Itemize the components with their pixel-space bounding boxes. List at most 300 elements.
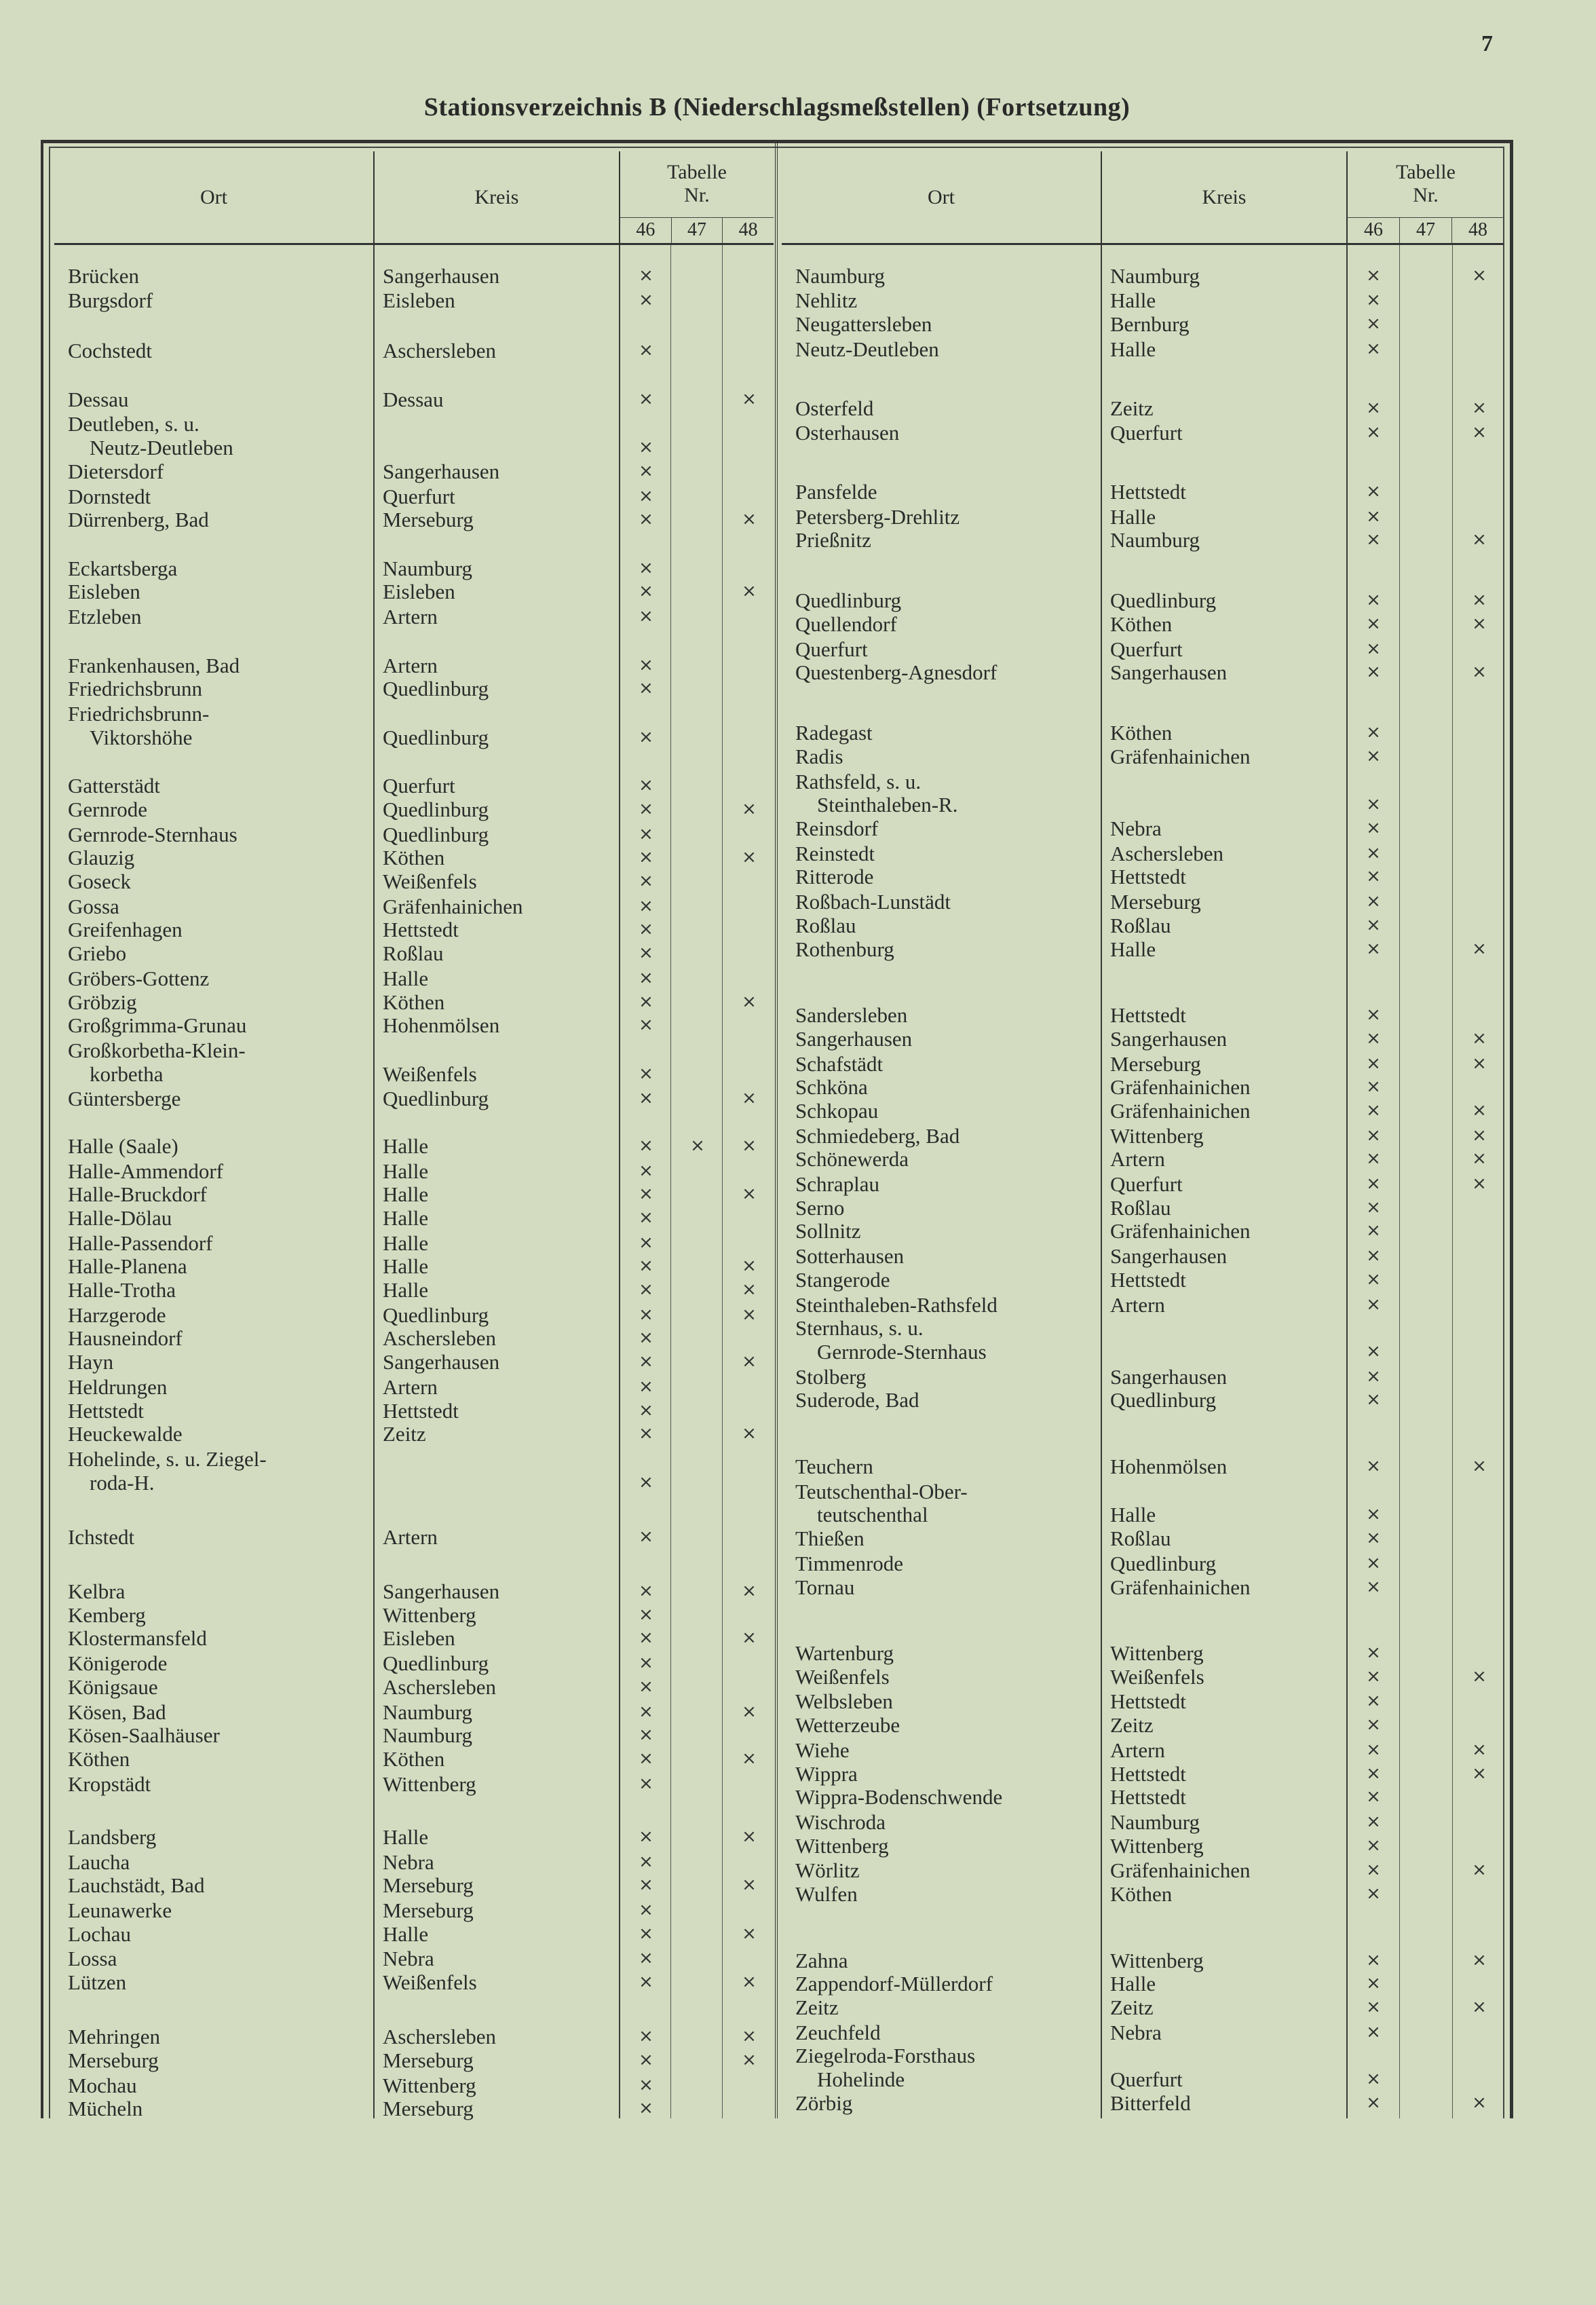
ort-cell: Merseburg [68, 2048, 159, 2072]
table-mark-46: × [639, 1351, 653, 1372]
table-row [68, 1375, 774, 1399]
table-row [795, 914, 1504, 937]
ort-cell: Stolberg [795, 1364, 867, 1389]
ort-cell: Kelbra [68, 1579, 126, 1603]
table-row [68, 1626, 774, 1650]
table-mark-46: × [1366, 1220, 1381, 1241]
table-mark-48: × [742, 798, 757, 819]
table-row [795, 637, 1504, 661]
table-mark-46: × [639, 485, 653, 506]
kreis-cell: Querfurt [383, 774, 455, 798]
table-mark-46: × [1366, 1763, 1381, 1784]
kreis-cell: Quedlinburg [1110, 588, 1217, 613]
ort-cell: Questenberg-Agnesdorf [795, 660, 998, 685]
ort-cell: Klostermansfeld [68, 1626, 207, 1651]
table-mark-48: × [742, 2049, 757, 2070]
kreis-cell: Weißenfels [1110, 1664, 1204, 1689]
ort-cell: Timmenrode [795, 1551, 904, 1575]
table-row [68, 1303, 774, 1327]
kreis-cell: Dessau [383, 387, 444, 411]
table-row [68, 1603, 774, 1627]
ort-cell: Sangerhausen [795, 1026, 913, 1051]
table-mark-48: × [1472, 1100, 1487, 1121]
table-row [795, 1388, 1504, 1412]
table-mark-46: × [1366, 1552, 1381, 1573]
table-row [795, 890, 1504, 914]
ort-cell: Radis [795, 744, 843, 768]
ort-cell: Wiehe [795, 1738, 850, 1762]
ort-cell: Gernrode-Sternhaus [68, 822, 238, 846]
ort-cell: Pansfelde [795, 480, 877, 504]
ort-cell: Heldrungen [68, 1374, 168, 1399]
ort-cell: Prießnitz [795, 528, 871, 552]
kreis-cell: Aschersleben [383, 339, 496, 363]
table-row [795, 817, 1504, 840]
table-mark-46: × [1366, 2092, 1381, 2113]
table-row [68, 1700, 774, 1724]
table-row [68, 1231, 774, 1255]
table-row [795, 588, 1504, 612]
header-nr-text: Nr. [684, 184, 710, 206]
ort-cell: Griebo [68, 941, 127, 966]
table-row [68, 557, 774, 580]
ort-cell: Reinstedt [795, 841, 875, 865]
ort-cell: Glauzig [68, 846, 135, 870]
ort-cell: Halle (Saale) [68, 1133, 178, 1158]
ort-cell: Eckartsberga [68, 556, 178, 580]
ort-cell: roda-H. [90, 1470, 155, 1495]
ort-cell: Halle-Trotha [68, 1278, 176, 1303]
table-mark-48: × [1472, 265, 1487, 286]
table-mark-46: × [639, 943, 653, 964]
table-mark-46: × [639, 2049, 653, 2070]
table-mark-46: × [639, 265, 653, 286]
table-mark-46: × [1366, 1691, 1381, 1712]
table-mark-46: × [1366, 891, 1381, 912]
table-row [68, 1772, 774, 1796]
table-row [68, 1399, 774, 1423]
ort-cell: Eisleben [68, 580, 140, 604]
kreis-cell: Roßlau [1110, 1195, 1171, 1220]
table-mark-48: × [742, 1279, 757, 1300]
table-mark-46: × [1366, 1504, 1381, 1525]
kreis-cell: Halle [383, 1824, 429, 1849]
page-number: 7 [1481, 31, 1493, 56]
kreis-cell: Roßlau [383, 941, 444, 966]
kreis-cell: Köthen [1110, 721, 1173, 745]
table-row [68, 436, 774, 460]
table-row [795, 1172, 1504, 1196]
kreis-cell: Sangerhausen [1110, 1026, 1228, 1051]
table-mark-46: × [1366, 722, 1381, 743]
table-mark-46: × [639, 557, 653, 578]
table-row [68, 990, 774, 1014]
table-mark-48: × [1472, 590, 1487, 611]
table-mark-46: × [1366, 1884, 1381, 1905]
kreis-cell: Hohenmölsen [1110, 1454, 1228, 1478]
table-mark-46: × [1366, 1973, 1381, 1994]
table-mark-48: × [742, 1135, 757, 1156]
ort-cell: Roßlau [795, 913, 856, 937]
kreis-cell: Halle [1110, 937, 1156, 961]
table-mark-48: × [742, 1088, 757, 1109]
ort-cell: Naumburg [795, 263, 886, 288]
table-mark-48: × [1472, 1455, 1487, 1476]
table-row [68, 941, 774, 965]
table-mark-46: × [1366, 1739, 1381, 1760]
table-row [68, 1159, 774, 1183]
table-mark-48: × [1472, 422, 1487, 443]
kreis-cell: Weißenfels [383, 1062, 477, 1086]
kreis-cell: Querfurt [1110, 1172, 1183, 1197]
ort-cell: Mücheln [68, 2097, 143, 2121]
table-row [68, 2097, 774, 2120]
ort-cell: Lützen [68, 1970, 127, 1995]
kreis-cell: Nebra [383, 1947, 434, 1971]
table-mark-46: × [1366, 2069, 1381, 2090]
header-ort: Ort [928, 185, 955, 208]
table-mark-48: × [742, 847, 757, 868]
table-mark-46: × [639, 1899, 653, 1920]
ort-cell: Lauchstädt, Bad [68, 1873, 205, 1898]
kreis-cell: Halle [383, 966, 429, 990]
kreis-cell: Naumburg [1110, 263, 1200, 288]
ort-cell: Deutleben, s. u. [68, 412, 200, 436]
table-mark-46: × [1366, 1835, 1381, 1856]
table-row [795, 2021, 1504, 2044]
table-row [795, 745, 1504, 768]
table-mark-48: × [742, 1184, 757, 1205]
table-row [795, 1641, 1504, 1665]
ort-cell: Greifenhagen [68, 918, 183, 942]
ort-cell: Dessau [68, 387, 129, 411]
table-mark-48: × [1472, 613, 1487, 634]
ort-cell: Quellendorf [795, 612, 897, 636]
header-tabelle [619, 151, 774, 243]
table-row [795, 1244, 1504, 1268]
ort-cell: Ziegelroda-Forsthaus [795, 2044, 976, 2068]
table-mark-48: × [1472, 1739, 1487, 1760]
header-num-47: 47 [671, 218, 723, 243]
table-mark-46: × [1366, 422, 1381, 443]
ort-cell: Ichstedt [68, 1524, 135, 1549]
kreis-cell: Halle [1110, 504, 1156, 529]
ort-cell: Brücken [68, 263, 140, 288]
table-row [68, 1947, 774, 1970]
ort-cell: Wischroda [795, 1810, 886, 1835]
table-row [68, 1350, 774, 1374]
kreis-cell: Naumburg [1110, 1810, 1200, 1835]
table-mark-46: × [639, 1773, 653, 1794]
kreis-cell: Halle [383, 1182, 429, 1207]
table-mark-46: × [639, 654, 653, 675]
kreis-cell: Aschersleben [1110, 841, 1223, 865]
ort-cell: Schönewerda [795, 1147, 909, 1172]
table-row [795, 1810, 1504, 1834]
table-mark-48: × [742, 581, 757, 602]
kreis-cell: Gräfenhainichen [1110, 744, 1251, 768]
ort-cell: Goseck [68, 869, 131, 893]
table-row [795, 312, 1504, 336]
table-mark-46: × [639, 1972, 653, 1993]
table-row [68, 1206, 774, 1230]
kreis-cell: Sangerhausen [1110, 1364, 1228, 1389]
table-row [795, 1124, 1504, 1148]
ort-cell: Wittenberg [795, 1833, 889, 1858]
ort-cell: Ritterode [795, 865, 874, 889]
ort-cell: Rothenburg [795, 937, 894, 961]
ort-cell: Wetterzeube [795, 1713, 900, 1738]
kreis-cell: Gräfenhainichen [1110, 1075, 1251, 1100]
table-row [795, 505, 1504, 529]
kreis-cell: Naumburg [383, 1700, 473, 1724]
table-row [795, 1365, 1504, 1389]
ort-cell: Dietersdorf [68, 459, 164, 483]
station-table [41, 140, 1513, 2121]
table-row [68, 1922, 774, 1946]
table-row [68, 1471, 774, 1495]
table-mark-46: × [639, 1423, 653, 1444]
table-row [68, 918, 774, 941]
kreis-cell: Roßlau [1110, 1526, 1171, 1551]
table-mark-48: × [1472, 1028, 1487, 1049]
table-mark-46: × [639, 1256, 653, 1277]
ort-cell: Weißenfels [795, 1664, 890, 1689]
ort-cell: Roßbach-Lunstädt [795, 890, 951, 914]
table-mark-46: × [639, 1184, 653, 1205]
kreis-cell: Halle [383, 1133, 429, 1158]
table-mark-46: × [1366, 1860, 1381, 1881]
kreis-cell: Naumburg [383, 1723, 473, 1748]
ort-cell: Kropstädt [68, 1772, 151, 1796]
header-num-46: 46 [1364, 219, 1383, 240]
table-header-right [782, 151, 1504, 245]
table-mark-46: × [1366, 1028, 1381, 1049]
ort-cell: Sternhaus, s. u. [795, 1316, 924, 1341]
kreis-cell: Merseburg [1110, 890, 1201, 914]
table-row [795, 1882, 1504, 1906]
kreis-cell: Merseburg [383, 1898, 474, 1922]
table-row [68, 1182, 774, 1206]
header-nr-text: Nr. [1413, 184, 1439, 206]
kreis-cell: Wittenberg [1110, 1123, 1204, 1148]
ort-cell: Sotterhausen [795, 1244, 905, 1269]
kreis-cell: Eisleben [383, 288, 455, 313]
ort-cell: Schafstädt [795, 1051, 884, 1076]
table-row [68, 702, 774, 726]
kreis-cell: Artern [383, 653, 438, 677]
table-mark-46: × [1366, 1576, 1381, 1597]
kreis-cell: Artern [383, 1524, 438, 1549]
ort-cell: Wippra [795, 1761, 858, 1786]
header-num-48: 48 [722, 218, 774, 243]
kreis-cell: Hettstedt [383, 918, 459, 942]
table-row [795, 1075, 1504, 1099]
table-mark-48: × [1472, 1053, 1487, 1074]
ort-cell: Nehlitz [795, 288, 858, 313]
table-mark-48: × [1472, 2092, 1487, 2113]
table-mark-46: × [639, 1376, 653, 1397]
ort-cell: Osterfeld [795, 396, 874, 420]
table-row [68, 1850, 774, 1874]
ort-cell: Reinsdorf [795, 816, 879, 840]
table-mark-46: × [639, 967, 653, 988]
table-row [795, 1219, 1504, 1243]
kreis-cell: Quedlinburg [383, 677, 489, 701]
table-mark-46: × [1366, 506, 1381, 527]
table-row [795, 288, 1504, 312]
table-mark-46: × [639, 775, 653, 796]
table-mark-46: × [639, 1581, 653, 1601]
ort-cell: Welbsleben [795, 1689, 893, 1714]
kreis-cell: Köthen [1110, 612, 1173, 636]
table-row [68, 967, 774, 990]
table-mark-48: × [1472, 938, 1487, 959]
kreis-cell: Wittenberg [1110, 1948, 1204, 1972]
table-row [795, 1738, 1504, 1762]
table-mark-46: × [639, 1232, 653, 1253]
kreis-cell: Bernburg [1110, 312, 1190, 337]
table-mark-46: × [639, 388, 653, 409]
table-mark-48: × [1472, 1763, 1487, 1784]
table-row [795, 480, 1504, 504]
table-mark-46: × [1366, 1294, 1381, 1315]
ort-cell: Dornstedt [68, 484, 151, 508]
table-right-half [782, 151, 1504, 2118]
table-mark-46: × [639, 1472, 653, 1493]
table-mark-48: × [742, 1351, 757, 1372]
table-row [795, 1834, 1504, 1858]
table-row [68, 1747, 774, 1771]
ort-cell: Suderode, Bad [795, 1388, 919, 1412]
header-num-46: 46 [636, 219, 656, 240]
kreis-cell: Aschersleben [383, 1674, 496, 1699]
table-mark-46: × [639, 1526, 653, 1547]
table-mark-46: × [1366, 1786, 1381, 1807]
ort-cell: Wörlitz [795, 1858, 860, 1883]
table-mark-46: × [639, 1748, 653, 1769]
kreis-cell: Weißenfels [383, 869, 477, 893]
ort-cell: Sollnitz [795, 1219, 861, 1243]
kreis-cell: Halle [1110, 337, 1156, 361]
kreis-cell: Quedlinburg [383, 725, 489, 749]
ort-cell: Gossa [68, 894, 119, 918]
header-tabelle [1346, 151, 1504, 243]
table-mark-46: × [1366, 1949, 1381, 1970]
ort-cell: Sandersleben [795, 1003, 908, 1028]
table-mark-46: × [639, 1948, 653, 1969]
kreis-cell: Gräfenhainichen [1110, 1575, 1251, 1599]
ort-cell: Hayn [68, 1350, 114, 1374]
kreis-cell: Roßlau [1110, 913, 1171, 937]
ort-cell: Gatterstädt [68, 774, 161, 798]
kreis-cell: Halle [383, 1278, 429, 1303]
table-row [68, 485, 774, 508]
kreis-cell: Artern [1110, 1292, 1165, 1317]
table-mark-46: × [639, 1826, 653, 1847]
table-mark-46: × [639, 1160, 653, 1181]
table-mark-46: × [639, 1701, 653, 1722]
kreis-cell: Weißenfels [383, 1970, 477, 1995]
table-mark-48: × [742, 1875, 757, 1896]
table-row [795, 865, 1504, 888]
table-mark-48: × [742, 1581, 757, 1601]
table-mark-46: × [639, 895, 653, 916]
ort-cell: Harzgerode [68, 1303, 166, 1327]
table-mark-46: × [1366, 1642, 1381, 1663]
table-row [68, 677, 774, 700]
kreis-cell: Zeitz [1110, 1995, 1154, 2019]
table-mark-48: × [1472, 397, 1487, 418]
table-mark-46: × [1366, 481, 1381, 502]
table-row [795, 2091, 1504, 2115]
table-mark-46: × [1366, 866, 1381, 887]
table-row [68, 264, 774, 288]
kreis-cell: Quedlinburg [383, 797, 489, 821]
table-row [68, 1278, 774, 1302]
table-row [68, 2074, 774, 2097]
kreis-cell: Eisleben [383, 1626, 455, 1651]
kreis-cell: Artern [383, 1374, 438, 1399]
kreis-cell: Hettstedt [1110, 1003, 1186, 1028]
table-mark-48: × [1472, 1148, 1487, 1169]
table-row [795, 842, 1504, 865]
kreis-cell: Merseburg [383, 1873, 474, 1898]
table-row [68, 460, 774, 483]
table-mark-48: × [1472, 1996, 1487, 2017]
table-row [795, 660, 1504, 684]
ort-cell: Hettstedt [68, 1398, 144, 1423]
table-row [68, 1825, 774, 1849]
table-row [795, 337, 1504, 361]
table-mark-46: × [639, 2098, 653, 2119]
table-mark-46: × [639, 1400, 653, 1421]
table-row [795, 2067, 1504, 2091]
ort-cell: Laucha [68, 1850, 130, 1874]
kreis-cell: Nebra [383, 1850, 434, 1874]
header-num-48: 48 [1451, 218, 1504, 243]
kreis-cell: Köthen [383, 990, 445, 1014]
table-mark-46: × [1366, 613, 1381, 634]
ort-cell: Halle-Passendorf [68, 1231, 213, 1255]
table-mark-47: × [690, 1135, 705, 1156]
ort-cell: Zeuchfeld [795, 2020, 881, 2044]
kreis-cell: Hettstedt [1110, 480, 1186, 504]
kreis-cell: Wittenberg [383, 1772, 476, 1796]
ort-cell: Schköna [795, 1075, 868, 1100]
table-left-half [54, 151, 774, 2121]
table-mark-48: × [742, 1304, 757, 1325]
table-row [68, 726, 774, 749]
table-row [68, 605, 774, 629]
ort-cell: Neugattersleben [795, 312, 932, 337]
table-mark-46: × [639, 1015, 653, 1036]
table-row [68, 412, 774, 436]
table-mark-46: × [639, 460, 653, 481]
table-mark-46: × [639, 678, 653, 699]
ort-cell: Wippra-Bodenschwende [795, 1785, 1003, 1810]
table-row [795, 1972, 1504, 1995]
table-mark-48: × [742, 1923, 757, 1944]
table-row [795, 1713, 1504, 1737]
ort-cell: Zeitz [795, 1995, 839, 2019]
ort-cell: Köthen [68, 1746, 130, 1771]
table-row [795, 793, 1504, 817]
table-row [68, 654, 774, 677]
ort-cell: Schraplau [795, 1172, 879, 1197]
ort-cell: korbetha [90, 1062, 164, 1086]
table-mark-46: × [639, 1063, 653, 1084]
